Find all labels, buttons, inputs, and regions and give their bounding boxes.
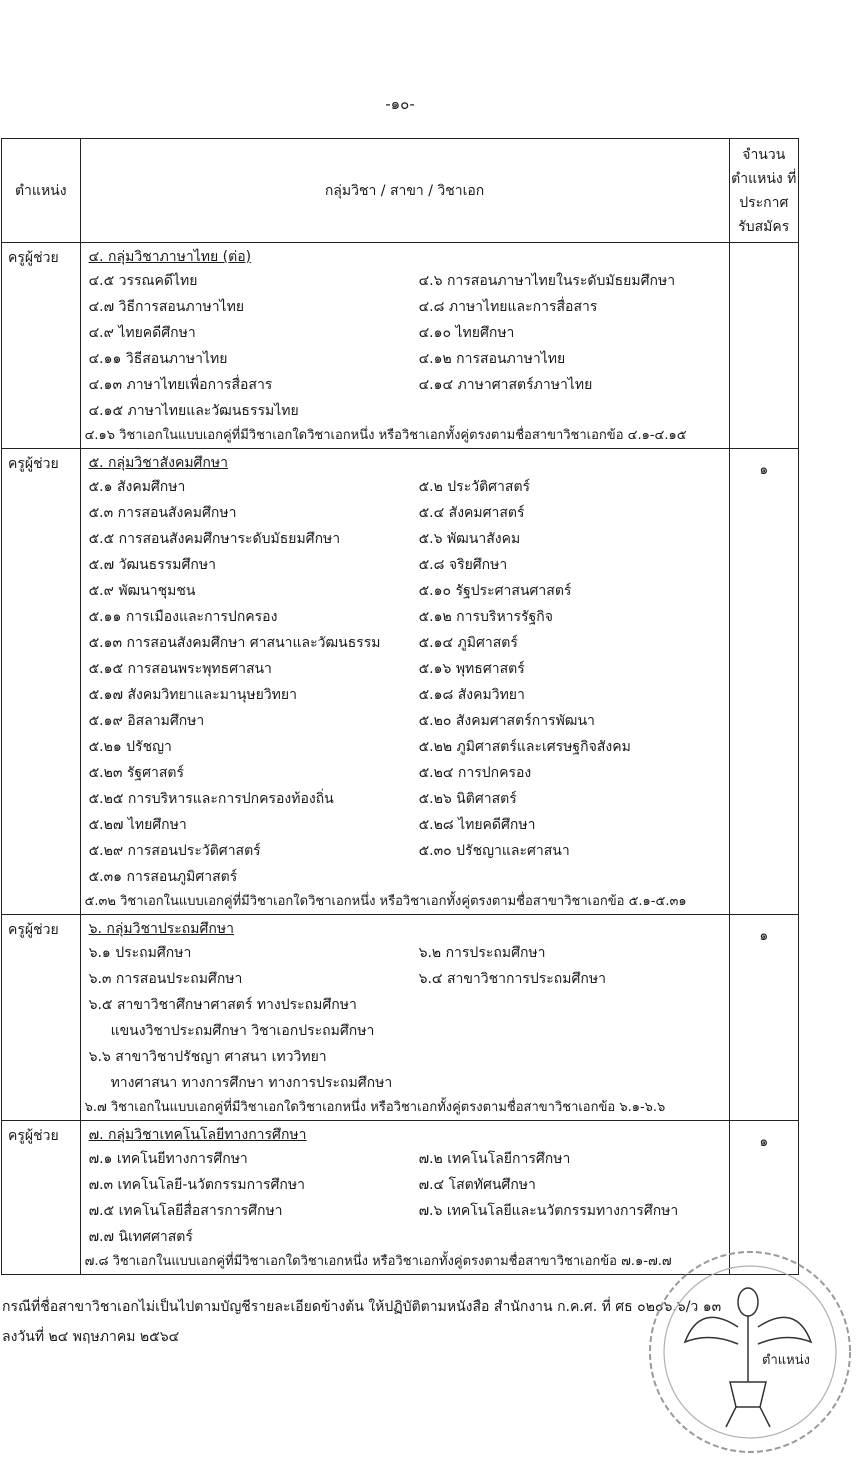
major-item: ๕.๒๑ ปรัชญา [88, 739, 172, 755]
major-item: ๖.๓ การสอนประถมศึกษา [88, 971, 243, 987]
table-row [2, 449, 799, 915]
major-item: ๕.๒๓ รัฐศาสตร์ [88, 765, 185, 781]
major-item: ๖.๒ การประถมศึกษา [418, 945, 546, 961]
major-item: ๔.๘ ภาษาไทยและการสื่อสาร [418, 299, 598, 315]
major-item: ๕.๒๒ ภูมิศาสตร์และเศรษฐกิจสังคม [418, 739, 631, 755]
double-major-clause: ๖.๗ วิชาเอกในแบบเอกคู่ที่มีวิชาเอกใดวิชาเอกหนึ่ง หรือวิชาเอกทั้งคู่ตรงตามชื่อสาขาวิชาเอกข้อ ๖.๑-๖.๖ [84, 1100, 666, 1115]
stamp-text: ตำแหน่ง [762, 1353, 810, 1368]
major-item: ๕.๑๓ การสอนสังคมศึกษา ศาสนาและวัฒนธรรม [88, 635, 381, 651]
major-item: ๔.๕ วรรณคดีไทย [88, 273, 198, 289]
major-item: ๔.๑๔ ภาษาศาสตร์ภาษาไทย [418, 377, 593, 393]
major-item: ๔.๖ การสอนภาษาไทยในระดับมัธยมศึกษา [418, 273, 676, 289]
major-item: ๕.๑๐ รัฐประศาสนศาสตร์ [418, 583, 572, 599]
major-item: ๕.๒๐ สังคมศาสตร์การพัฒนา [418, 713, 595, 729]
major-item: ๕.๑๑ การเมืองและการปกครอง [88, 609, 278, 625]
major-item: ๕.๓๐ ปรัชญาและศาสนา [418, 843, 570, 859]
major-item: ๗.๖ เทคโนโลยีและนวัตกรรมทางการศึกษา [418, 1203, 679, 1219]
major-item: ๕.๗ วัฒนธรรมศึกษา [88, 557, 216, 573]
major-item-continuation: แขนงวิชาประถมศึกษา วิชาเอกประถมศึกษา [110, 1023, 375, 1039]
table-header-row [2, 139, 799, 243]
footer-line-2: ลงวันที่ ๒๔ พฤษภาคม ๒๕๖๔ [2, 1329, 180, 1345]
major-item: ๕.๒๗ ไทยศึกษา [88, 817, 187, 833]
major-item: ๔.๑๑ วิธีสอนภาษาไทย [88, 351, 228, 367]
header-count: จำนวน ตำแหน่ง ที่ประกาศ รับสมัคร [729, 139, 798, 243]
header-position: ตำแหน่ง [2, 139, 81, 243]
major-item: ๕.๖ พัฒนาสังคม [418, 531, 521, 547]
group-title: ๖. กลุ่มวิชาประถมศึกษา [88, 921, 234, 937]
count-cell: ๑ [729, 1121, 798, 1275]
count-cell: ๑ [729, 449, 798, 915]
major-item: ๗.๕ เทคโนโลยีสื่อสารการศึกษา [88, 1203, 283, 1219]
double-major-clause: ๔.๑๖ วิชาเอกในแบบเอกคู่ที่มีวิชาเอกใดวิชาเอกหนึ่ง หรือวิชาเอกทั้งคู่ตรงตามชื่อสาขาวิชาเอกข้อ ๔.๑-๔.๑๕ [84, 428, 687, 443]
major-item: ๗.๗ นิเทศศาสตร์ [88, 1229, 193, 1245]
major-item: ๕.๑๗ สังคมวิทยาและมานุษยวิทยา [88, 687, 297, 703]
major-item: ๕.๓ การสอนสังคมศึกษา [88, 505, 237, 521]
subject-cell [80, 449, 729, 915]
major-item: ๕.๘ จริยศึกษา [418, 557, 508, 573]
major-item: ๗.๔ โสตทัศนศึกษา [418, 1177, 536, 1193]
major-item: ๕.๑๕ การสอนพระพุทธศาสนา [88, 661, 272, 677]
group-title: ๕. กลุ่มวิชาสังคมศึกษา [88, 455, 228, 471]
major-item: ๕.๒๖ นิติศาสตร์ [418, 791, 517, 807]
major-item: ๕.๒๙ การสอนประวัติศาสตร์ [88, 843, 261, 859]
major-list [81, 268, 729, 398]
major-item: ๕.๒๘ ไทยคดีศึกษา [418, 817, 536, 833]
double-major-clause: ๗.๘ วิชาเอกในแบบเอกคู่ที่มีวิชาเอกใดวิชาเอกหนึ่ง หรือวิชาเอกทั้งคู่ตรงตามชื่อสาขาวิชาเอกข้อ ๗.๑-๗.๗ [84, 1254, 672, 1269]
major-item: ๗.๒ เทคโนโลยีการศึกษา [418, 1151, 571, 1167]
major-item: ๕.๑ สังคมศึกษา [88, 479, 186, 495]
major-item: ๕.๒๕ การบริหารและการปกครองท้องถิ่น [88, 791, 334, 807]
major-item: ๖.๖ สาขาวิชาปรัชญา ศาสนา เทววิทยา [88, 1049, 327, 1065]
page-number: -๑๐- [385, 95, 415, 113]
major-item: ๕.๑๘ สังคมวิทยา [418, 687, 525, 703]
subject-cell [80, 915, 729, 1121]
position-cell: ครูผู้ช่วย [2, 449, 81, 915]
major-item: ๔.๑๒ การสอนภาษาไทย [418, 351, 566, 367]
major-item: ๕.๒ ประวัติศาสตร์ [418, 479, 531, 495]
count-cell [729, 243, 798, 449]
footer-line-1: กรณีที่ชื่อสาขาวิชาเอกไม่เป็นไปตามบัญชีรายละเอียดข้างต้น ให้ปฏิบัติตามหนังสือ สำนักงาน ก.ค.ศ. ที่ ศธ ๐๒๐๖.๖/ว ๑๓ [2, 1299, 722, 1315]
major-item: ๖.๔ สาขาวิชาการประถมศึกษา [418, 971, 606, 987]
major-item: ๔.๗ วิธีการสอนภาษาไทย [88, 299, 245, 315]
double-major-clause: ๕.๓๒ วิชาเอกในแบบเอกคู่ที่มีวิชาเอกใดวิชาเอกหนึ่ง หรือวิชาเอกทั้งคู่ตรงตามชื่อสาขาวิชาเอกข้อ ๕.๑-๕.๓๑ [84, 894, 687, 909]
major-item: ๔.๑๕ ภาษาไทยและวัฒนธรรมไทย [88, 403, 299, 419]
major-list [81, 1146, 729, 1224]
major-list [81, 474, 729, 864]
major-item: ๕.๔ สังคมศาสตร์ [418, 505, 525, 521]
major-item: ๖.๑ ประถมศึกษา [88, 945, 192, 961]
header-subject: กลุ่มวิชา / สาขา / วิชาเอก [80, 139, 729, 243]
major-list [81, 940, 729, 992]
major-item: ๔.๙ ไทยคดีศึกษา [88, 325, 196, 341]
major-item: ๕.๑๙ อิสลามศึกษา [88, 713, 205, 729]
major-item: ๕.๑๖ พุทธศาสตร์ [418, 661, 525, 677]
major-item: ๕.๕ การสอนสังคมศึกษาระดับมัธยมศึกษา [88, 531, 341, 547]
major-item-continuation: ทางศาสนา ทางการศึกษา ทางการประถมศึกษา [110, 1075, 393, 1091]
subject-cell [80, 1121, 729, 1275]
garuda-seal-stamp [640, 1232, 860, 1472]
major-item: ๕.๑๒ การบริหารรัฐกิจ [418, 609, 553, 625]
position-cell: ครูผู้ช่วย [2, 915, 81, 1121]
position-cell: ครูผู้ช่วย [2, 243, 81, 449]
major-item: ๗.๑ เทคโนยีทางการศึกษา [88, 1151, 248, 1167]
major-item: ๕.๓๑ การสอนภูมิศาสตร์ [88, 869, 238, 885]
major-item: ๕.๙ พัฒนาชุมชน [88, 583, 196, 599]
position-cell: ครูผู้ช่วย [2, 1121, 81, 1275]
major-item: ๕.๒๔ การปกครอง [418, 765, 532, 781]
table-row [2, 243, 799, 449]
major-item: ๔.๑๓ ภาษาไทยเพื่อการสื่อสาร [88, 377, 273, 393]
major-item: ๔.๑๐ ไทยศึกษา [418, 325, 515, 341]
group-title: ๔. กลุ่มวิชาภาษาไทย (ต่อ) [88, 249, 252, 265]
count-cell: ๑ [729, 915, 798, 1121]
group-title: ๗. กลุ่มวิชาเทคโนโลยีทางการศึกษา [88, 1127, 307, 1143]
table-row [2, 915, 799, 1121]
positions-table [1, 138, 799, 1275]
major-item: ๖.๕ สาขาวิชาศึกษาศาสตร์ ทางประถมศึกษา [88, 997, 357, 1013]
subject-cell [80, 243, 729, 449]
major-item: ๗.๓ เทคโนโลยี-นวัตกรรมการศึกษา [88, 1177, 305, 1193]
major-item: ๕.๑๔ ภูมิศาสตร์ [418, 635, 518, 651]
